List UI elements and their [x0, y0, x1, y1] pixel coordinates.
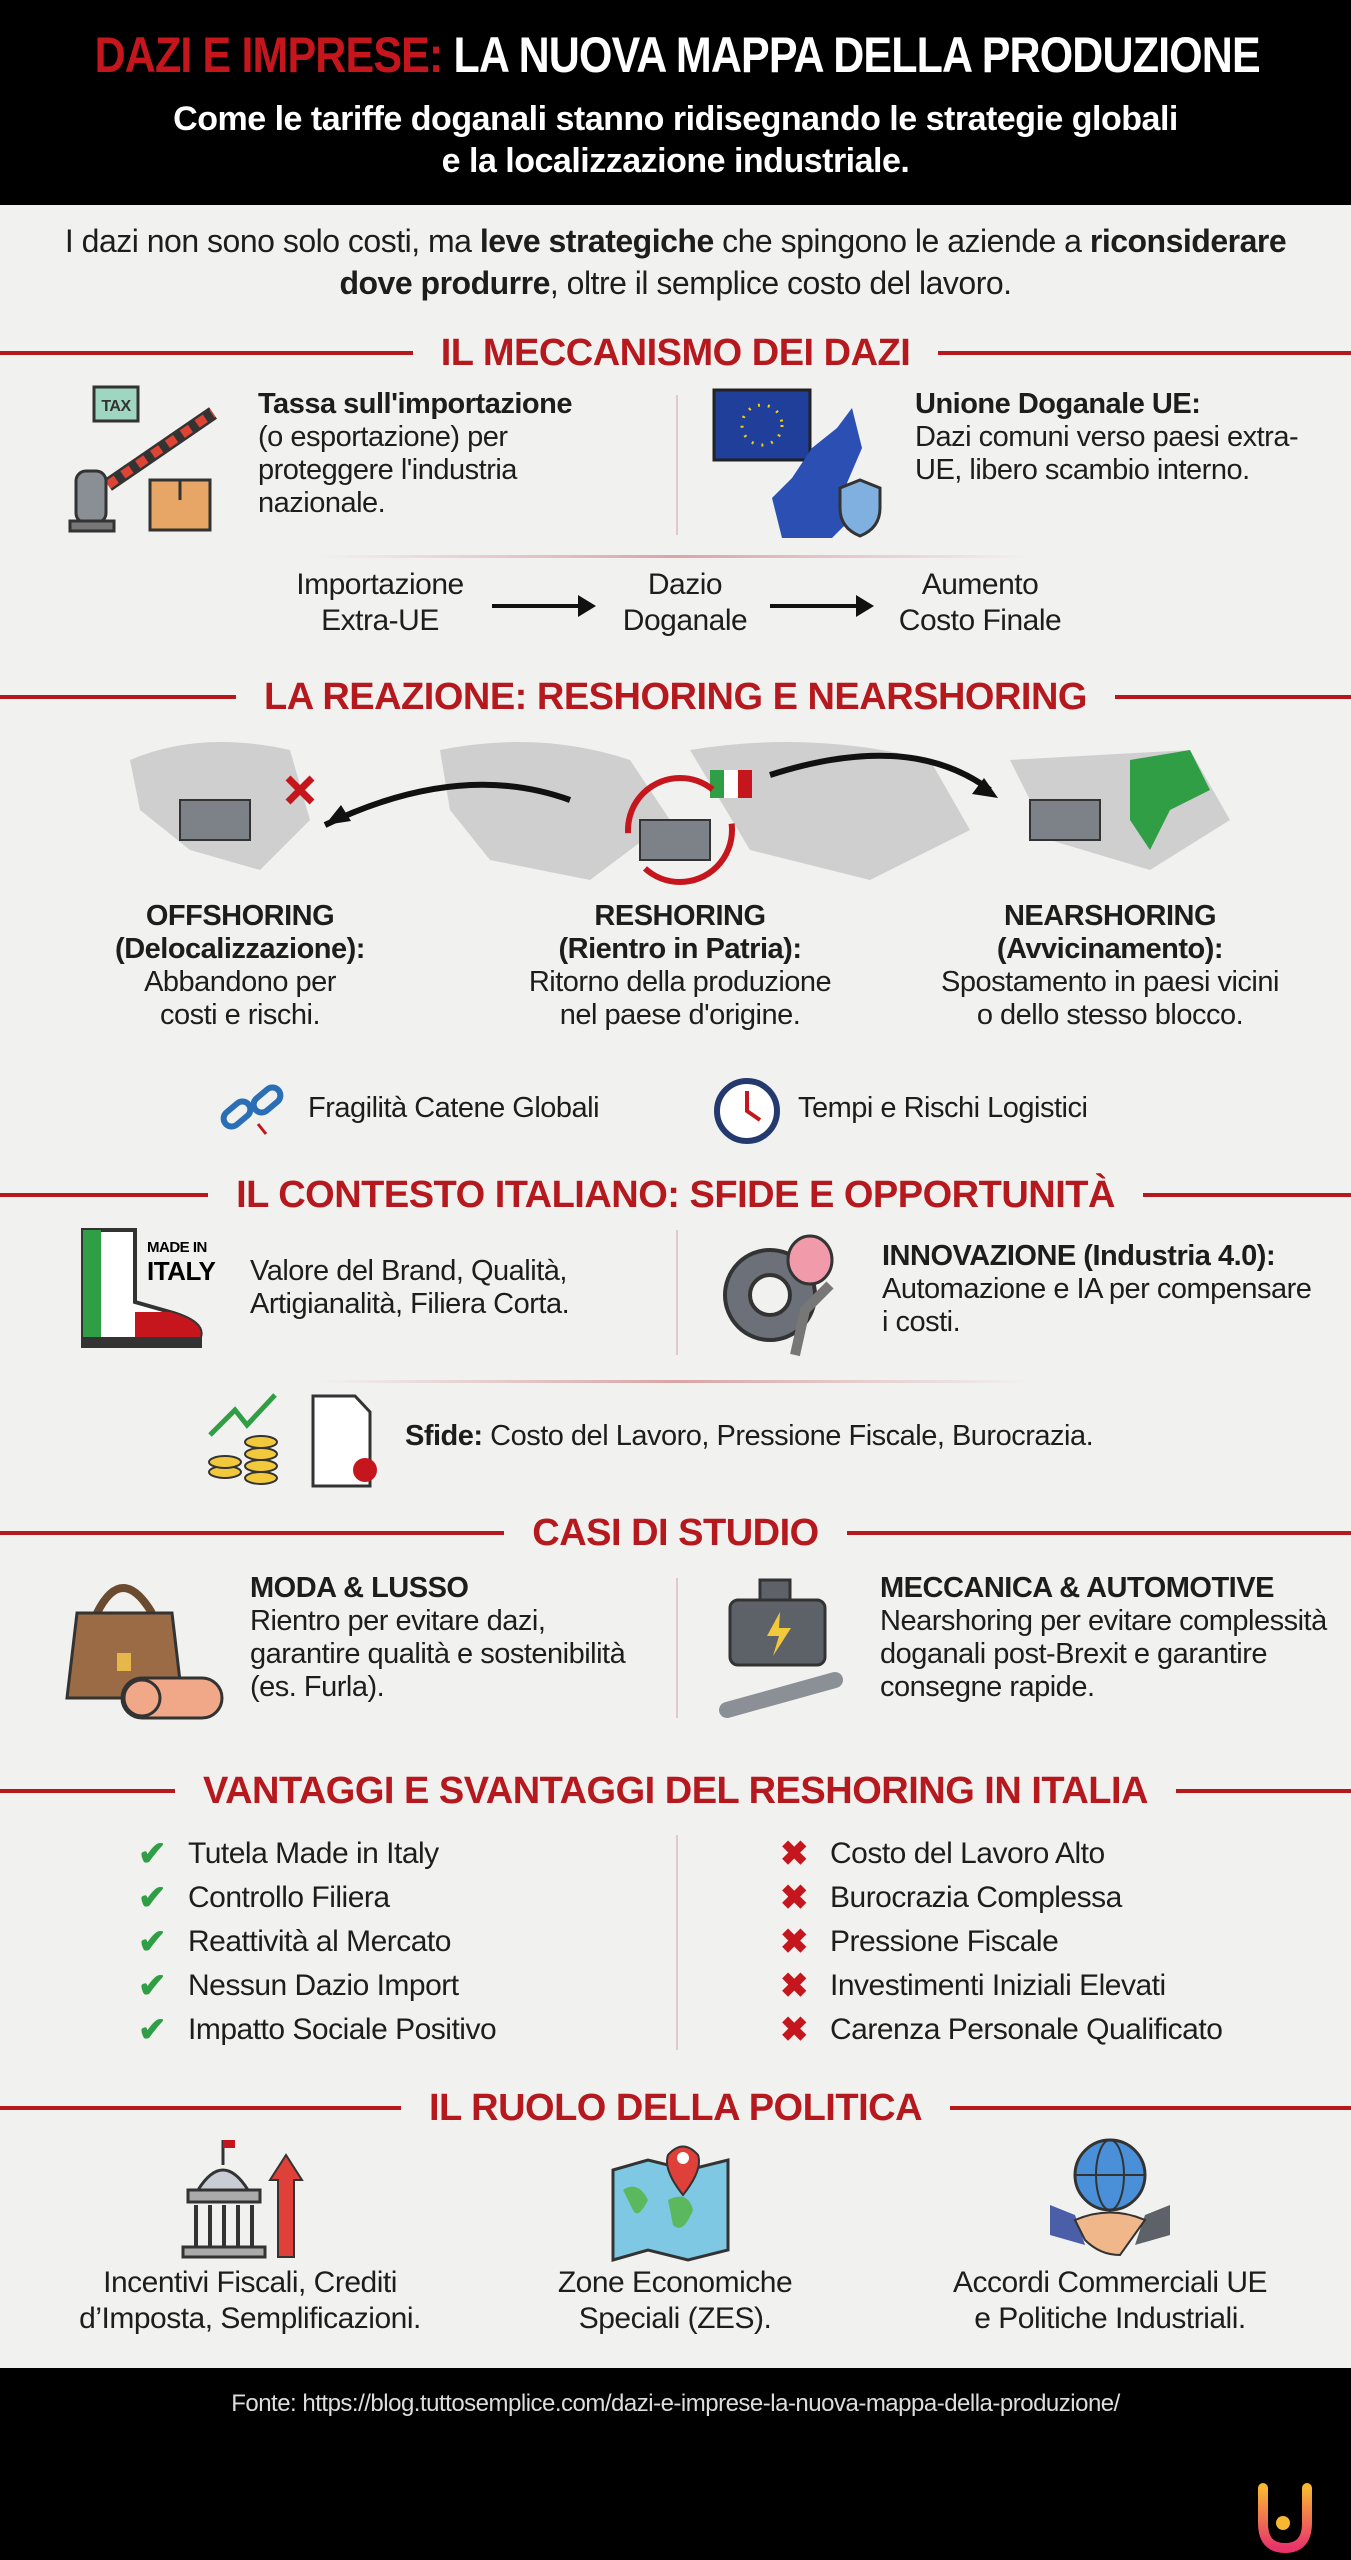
footer	[0, 2368, 1351, 2560]
section-heading-proscons: VANTAGGI E SVANTAGGI DEL RESHORING IN ITALIA	[0, 1766, 1351, 1816]
arrow-icon	[492, 604, 592, 608]
nearshoring-item: NEARSHORING (Avvicinamento): Spostamento in paesi vicini o dello stesso blocco.	[941, 900, 1279, 1031]
svg-text:MADE IN: MADE IN	[147, 1239, 207, 1256]
con-item: ✖ Costo del Lavoro Alto	[780, 1832, 1222, 1876]
gear-brain-robot-icon	[715, 1230, 865, 1360]
flow-step: Importazione Extra-UE	[296, 568, 464, 637]
check-icon: ✔	[138, 2011, 166, 2049]
header	[0, 0, 1351, 205]
section-heading-mechanism: IL MECCANISMO DEI DAZI	[0, 328, 1351, 378]
pro-item: ✔ Impatto Sociale Positivo	[138, 2008, 496, 2052]
con-item: ✖ Investimenti Iniziali Elevati	[780, 1964, 1222, 2008]
source-link[interactable]: Fonte: https://blog.tuttosemplice.com/dazi-e-imprese-la-nuova-mappa-della-produzione/	[231, 2390, 1120, 2417]
chip-fragility: Fragilità Catene Globali	[308, 1092, 600, 1124]
broken-chain-icon	[218, 1080, 288, 1140]
check-icon: ✔	[138, 1879, 166, 1917]
pro-item: ✔ Reattività al Mercato	[138, 1920, 496, 1964]
tax-description: Tassa sull'importazione (o esportazione) per proteggere l'industria nazionale.	[258, 388, 572, 519]
section-heading-italy: IL CONTESTO ITALIANO: SFIDE E OPPORTUNITÀ	[0, 1170, 1351, 1220]
sfide-text: Sfide: Costo del Lavoro, Pressione Fiscale, Burocrazia.	[405, 1420, 1094, 1452]
divider	[676, 1230, 678, 1355]
cross-icon: ✖	[780, 1967, 808, 2005]
divider	[676, 1835, 678, 2050]
divider	[320, 555, 1030, 558]
con-item: ✖ Burocrazia Complessa	[780, 1876, 1222, 1920]
svg-text:ITALY: ITALY	[147, 1256, 216, 1286]
engine-wrench-icon	[715, 1570, 865, 1730]
con-item: ✖ Pressione Fiscale	[780, 1920, 1222, 1964]
globe-handshake-icon	[1045, 2135, 1175, 2265]
meccanica-case: MECCANICA & AUTOMOTIVE Nearshoring per evitare complessità doganali post-Brexit e garantire consegne rapide.	[880, 1572, 1327, 1703]
handbag-fabric-icon	[62, 1568, 232, 1728]
page-title: DAZI E IMPRESE: LA NUOVA MAPPA DELLA PRODUZIONE	[94, 27, 1260, 83]
flow-step: Dazio Doganale	[622, 568, 748, 637]
cross-icon: ✖	[780, 2011, 808, 2049]
section-heading-reaction: LA REAZIONE: RESHORING E NEARSHORING	[0, 672, 1351, 722]
policy-item: Zone Economiche Speciali (ZES).	[557, 2266, 793, 2335]
arrow-icon	[770, 604, 870, 608]
brand-value-text: Valore del Brand, Qualità, Artigianalità, Filiera Corta.	[250, 1255, 570, 1320]
tax-label: TAX	[101, 398, 131, 415]
section-heading-cases: CASI DI STUDIO	[0, 1508, 1351, 1558]
section-heading-policy: IL RUOLO DELLA POLITICA	[0, 2083, 1351, 2133]
cons-list	[780, 1832, 1222, 2052]
check-icon: ✔	[138, 1835, 166, 1873]
map-pin-icon	[608, 2140, 738, 2265]
cross-icon: ✖	[780, 1923, 808, 1961]
cross-icon: ✖	[780, 1835, 808, 1873]
con-item: ✖ Carenza Personale Qualificato	[780, 2008, 1222, 2052]
eu-map-icon	[712, 388, 892, 538]
policy-item: Accordi Commerciali UE e Politiche Industriali.	[952, 2266, 1268, 2335]
intro-text: I dazi non sono solo costi, ma leve strategiche che spingono le aziende a riconsiderare dove produrre, oltre il semplice costo del lavoro.	[64, 223, 1287, 301]
policy-item: Incentivi Fiscali, Crediti d’Imposta, Semplificazioni.	[79, 2266, 421, 2335]
divider	[676, 1578, 678, 1718]
world-map-graphic	[110, 730, 1250, 900]
brand-logo-icon	[1255, 2483, 1315, 2553]
reshoring-item: RESHORING (Rientro in Patria): Ritorno della produzione nel paese d'origine.	[528, 900, 832, 1031]
coins-document-icon	[205, 1390, 385, 1490]
moda-case: MODA & LUSSO Rientro per evitare dazi, garantire qualità e sostenibilità (es. Furla).	[250, 1572, 626, 1703]
chip-logistics: Tempi e Rischi Logistici	[798, 1092, 1088, 1124]
made-in-italy-boot-icon	[75, 1222, 225, 1352]
divider	[676, 395, 678, 535]
cross-icon: ✖	[780, 1879, 808, 1917]
clock-icon	[712, 1076, 782, 1146]
pro-item: ✔ Controllo Filiera	[138, 1876, 496, 1920]
check-icon: ✔	[138, 1923, 166, 1961]
eu-description: Unione Doganale UE: Dazi comuni verso paesi extra-UE, libero scambio interno.	[915, 388, 1299, 486]
government-building-icon	[178, 2135, 318, 2265]
check-icon: ✔	[138, 1967, 166, 2005]
flow-step: Aumento Costo Finale	[898, 568, 1062, 637]
page-subtitle: Come le tariffe doganali stanno ridisegnando le strategie globali e la localizzazione industriale.	[173, 100, 1178, 180]
pro-item: ✔ Tutela Made in Italy	[138, 1832, 496, 1876]
offshoring-item: OFFSHORING (Delocalizzazione): Abbandono per costi e rischi.	[115, 900, 365, 1031]
innovation-text: INNOVAZIONE (Industria 4.0): Automazione e IA per compensare i costi.	[882, 1240, 1312, 1338]
customs-barrier-icon	[68, 385, 228, 535]
pro-item: ✔ Nessun Dazio Import	[138, 1964, 496, 2008]
pros-list	[138, 1832, 496, 2052]
divider	[320, 1380, 1030, 1383]
